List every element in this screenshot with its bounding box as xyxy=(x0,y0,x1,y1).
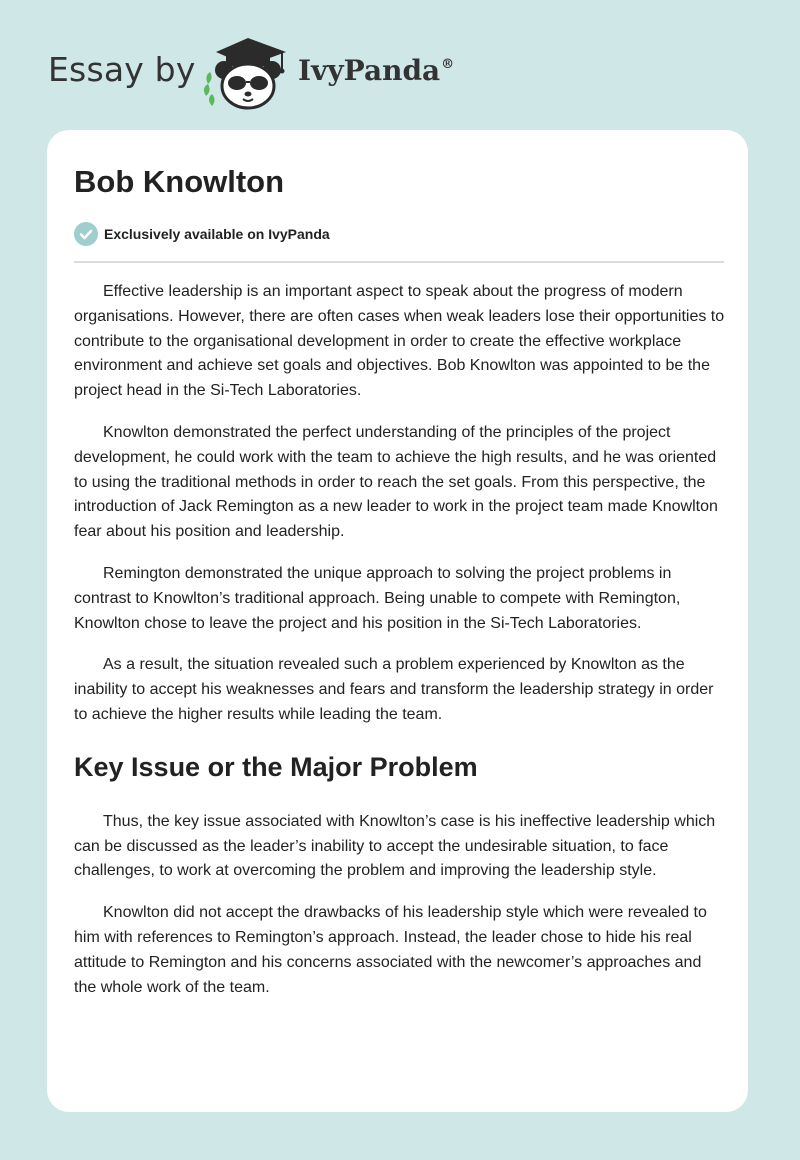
registered-mark: ® xyxy=(441,56,455,72)
check-badge-icon xyxy=(74,222,98,246)
section-heading: Key Issue or the Major Problem xyxy=(74,751,478,782)
brand-name[interactable] xyxy=(298,54,454,87)
paragraph: Remington demonstrated the unique approach to solving the project problems in contrast to Knowlton’s traditional approach. Being unable to compete with Remington, Knowlton chose to leave the project and his position in the Si-Tech Laboratories. xyxy=(74,564,681,632)
exclusive-badge xyxy=(74,222,330,246)
essay-card xyxy=(47,130,748,1112)
paragraph: Effective leadership is an important aspect to speak about the progress of modern organisations. However, there are often cases when weak leaders lose their opportunities to contribute to the organisational development in order to create the effective workplace environment and achieve set goals and objectives. Bob Knowlton was appointed to be the project head in the Si-Tech Laboratories. xyxy=(74,283,725,400)
exclusive-badge-label: Exclusively available on IvyPanda xyxy=(104,226,330,242)
panda-logo-icon[interactable] xyxy=(202,36,294,110)
paragraph: Knowlton demonstrated the perfect understanding of the principles of the project development, he could work with the team to achieve the high results, and he was oriented to using the traditional methods in order to reach the set goals. From this perspective, the introduction of Jack Remington as a new leader to work in the project team made Knowlton fear about his position and leadership. xyxy=(74,423,718,541)
paragraph: Knowlton did not accept the drawbacks of his leadership style which were revealed to him with references to Remington’s approach. Instead, the leader chose to hide his real attitude to Remington and his concerns associated with the newcomer’s approaches and the whole work of the team. xyxy=(74,904,707,996)
paragraph: As a result, the situation revealed such a problem experienced by Knowlton as the inability to accept his weaknesses and fears and transform the leadership strategy in order to achieve the higher results while leading the team. xyxy=(74,656,714,723)
paragraph: Thus, the key issue associated with Knowlton’s case is his ineffective leadership which can be discussed as the leader’s inability to accept the undesirable situation, to face challenges, to work at overcoming the problem and improving the leadership style. xyxy=(74,812,716,880)
essay-by-label: Essay by xyxy=(48,50,196,89)
article-body xyxy=(74,280,726,1017)
site-header xyxy=(48,36,748,110)
title-divider xyxy=(74,261,724,263)
brand-name-text: IvyPanda xyxy=(298,54,441,87)
page-title: Bob Knowlton xyxy=(74,164,285,199)
